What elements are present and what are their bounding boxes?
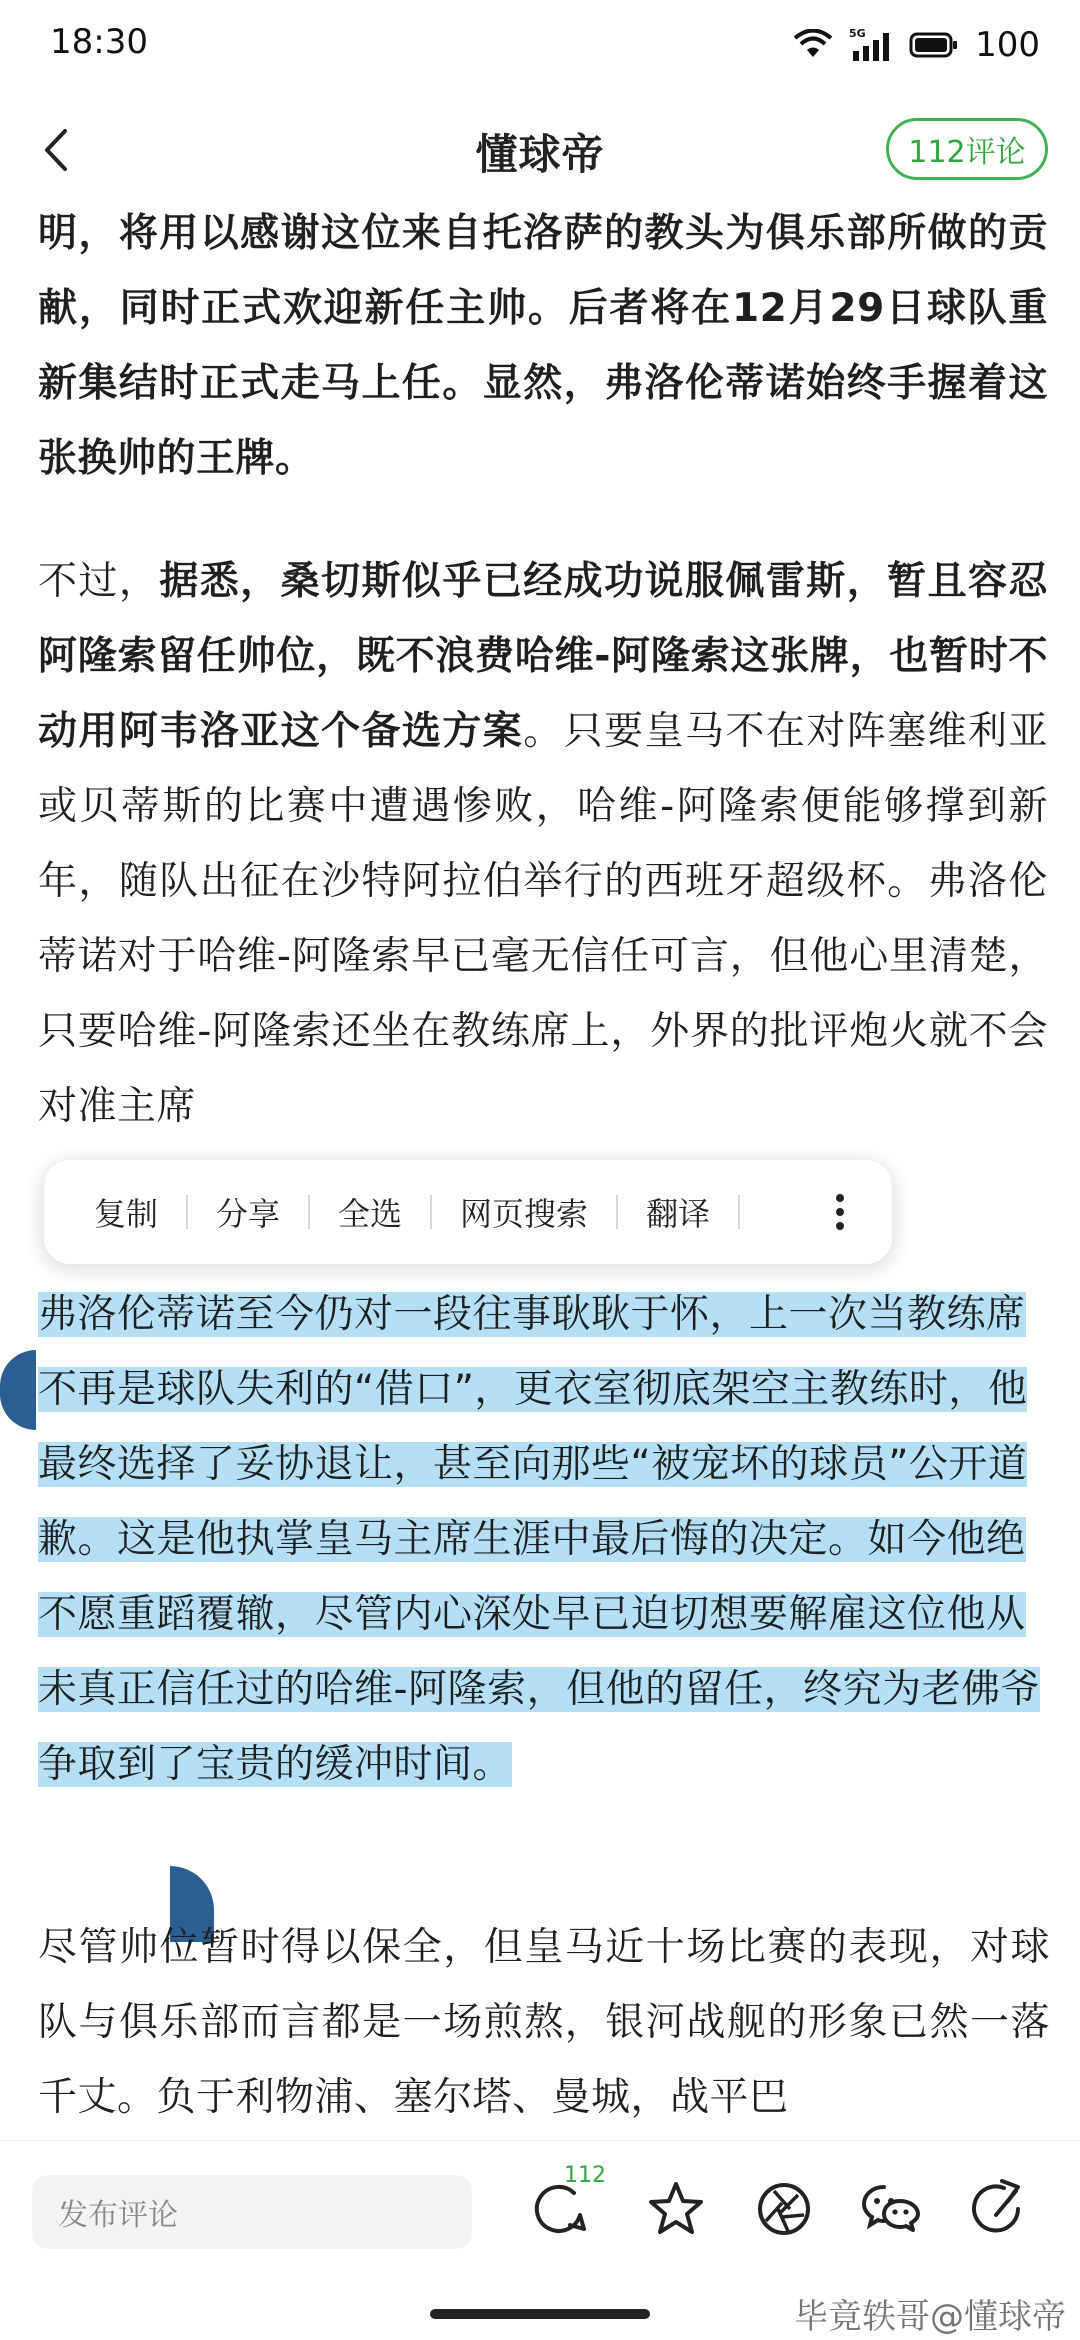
menu-share[interactable]: 分享 xyxy=(216,1195,281,1233)
paragraph-lead: 不过， xyxy=(38,559,160,604)
watermark: 毕竟轶哥@懂球帝 xyxy=(794,2297,1066,2337)
battery-icon xyxy=(909,31,959,59)
article-paragraph xyxy=(38,544,1048,1144)
moments-share-button[interactable] xyxy=(748,2173,820,2245)
page-title: 懂球帝 xyxy=(475,130,605,179)
star-icon xyxy=(646,2179,706,2239)
wechat-share-button[interactable] xyxy=(856,2173,928,2245)
comments-count-button[interactable]: 112评论 xyxy=(886,118,1048,180)
network-type: 5G xyxy=(849,27,866,40)
status-icons xyxy=(793,22,1040,68)
wechat-icon xyxy=(860,2179,924,2239)
favorite-button[interactable] xyxy=(640,2173,712,2245)
more-vertical-icon xyxy=(834,1192,846,1232)
paragraph-rest: 。只要皇马不在对阵塞维利亚或贝蒂斯的比赛中遭遇惨败，哈维-阿隆索便能够撑到新年，随队出征在沙特阿拉伯举行的西班牙超级杯。弗洛伦蒂诺对于哈维-阿隆索早已毫无信任可言，但他心里清楚，只要哈维-阿隆索还坐在教练席上，外界的批评炮火就不会对准主席 xyxy=(38,709,1048,1129)
top-app-bar xyxy=(0,100,1080,200)
menu-select-all[interactable]: 全选 xyxy=(338,1195,403,1233)
aperture-icon xyxy=(754,2179,814,2239)
selection-start-handle[interactable] xyxy=(0,1350,36,1430)
comment-input[interactable]: 发布评论 xyxy=(32,2175,472,2249)
share-button[interactable] xyxy=(962,2173,1034,2245)
comment-count-badge: 112 xyxy=(564,2163,606,2188)
cellular-signal-icon xyxy=(849,27,893,63)
article-paragraph: 尽管帅位暂时得以保全，但皇马近十场比赛的表现，对球队与俱乐部而言都是一场煎熬，银河战舰的形象已然一落千丈。负于利物浦、塞尔塔、曼城，战平巴 xyxy=(38,1925,1050,2120)
article-paragraph: 明，将用以感谢这位来自托洛萨的教头为俱乐部所做的贡献，同时正式欢迎新任主帅。后者将在12月29日球队重新集结时正式走马上任。显然，弗洛伦蒂诺始终手握着这张换帅的王牌。 xyxy=(38,211,1048,481)
more-options-button[interactable] xyxy=(810,1160,870,1264)
battery-level: 100 xyxy=(975,25,1040,65)
bottom-action-bar xyxy=(0,2140,1080,2340)
selected-text[interactable]: 弗洛伦蒂诺至今仍对一段往事耿耿于怀，上一次当教练席不再是球队失利的“借口”，更衣室彻底架空主教练时，他最终选择了妥协退让，甚至向那些“被宠坏的球员”公开道歉。这是他执掌皇马主席生涯中最后悔的决定。如今他绝不愿重蹈覆辙，尽管内心深处早已迫切想要解雇这位他从未真正信任过的哈维-阿隆索，但他的留任，终究为老佛爷争取到了宝贵的缓冲时间。 xyxy=(38,1292,1041,1787)
menu-web-search[interactable]: 网页搜索 xyxy=(460,1195,589,1233)
menu-copy[interactable]: 复制 xyxy=(94,1195,159,1233)
article-body xyxy=(38,196,1048,1144)
share-arrow-icon xyxy=(968,2179,1028,2239)
menu-translate[interactable]: 翻译 xyxy=(646,1195,711,1233)
status-time: 18:30 xyxy=(50,22,148,62)
comment-bubble-icon xyxy=(528,2179,588,2239)
bold-text: 据悉，桑切斯似乎已经成功说服佩雷斯，暂且容忍阿隆索留任帅位，既不浪费哈维-阿隆索这张牌，也暂时不动用阿韦洛亚这个备选方案 xyxy=(38,559,1048,754)
menu-divider xyxy=(738,1195,740,1229)
wifi-icon xyxy=(793,29,833,61)
text-selection-menu xyxy=(44,1160,892,1264)
selected-paragraph[interactable] xyxy=(38,1277,1050,1802)
status-bar xyxy=(0,0,1080,90)
home-indicator[interactable] xyxy=(430,2309,650,2319)
